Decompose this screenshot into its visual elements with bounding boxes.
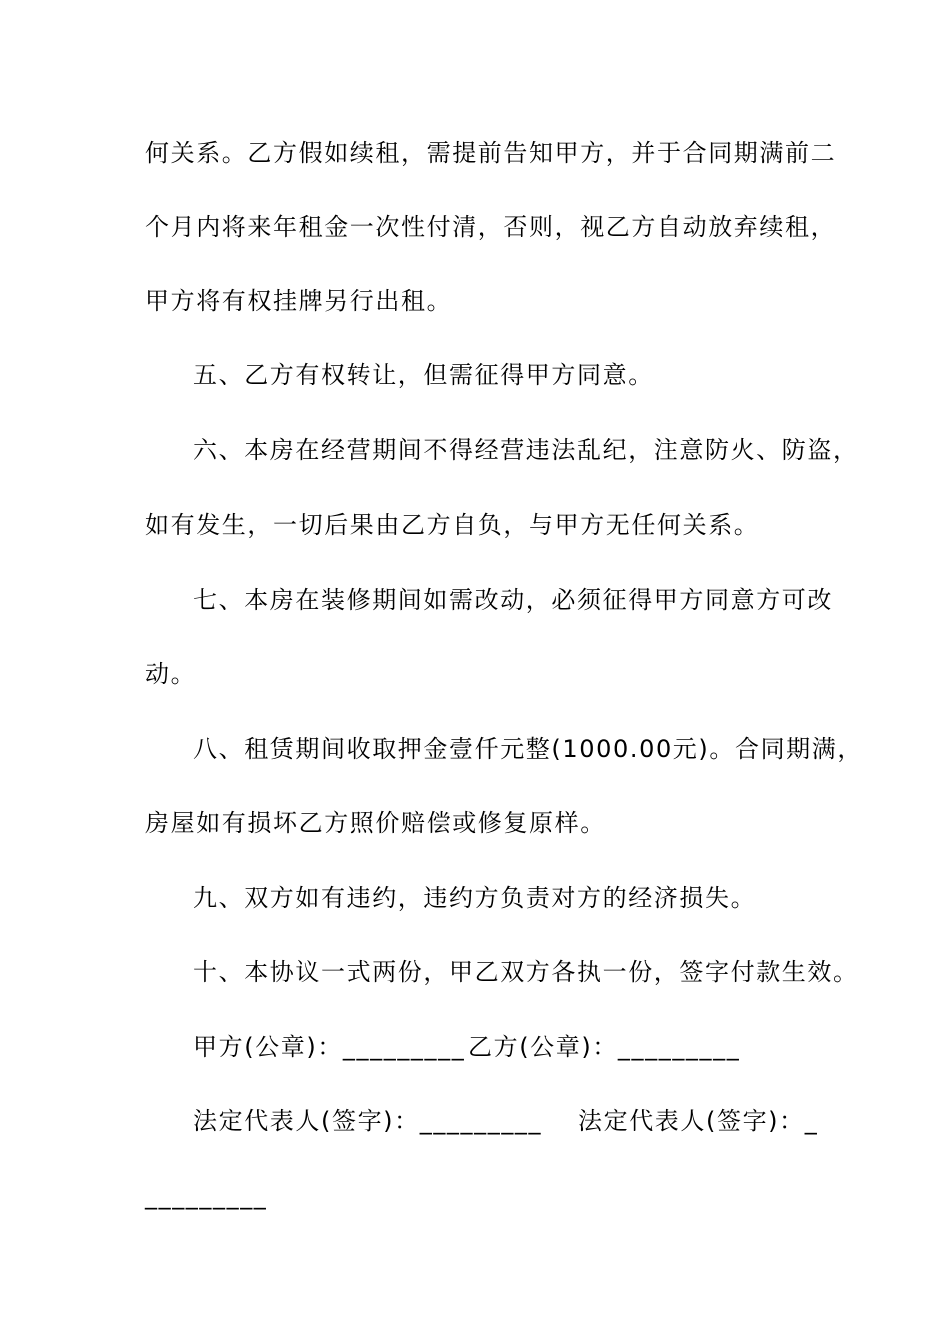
clause-6-line-2: 如有发生，一切后果由乙方自负，与甲方无任何关系。 [145, 511, 760, 539]
clause-9: 九、双方如有违约，违约方负责对方的经济损失。 [193, 884, 757, 912]
paragraph-4-line-2: 何关系。乙方假如续租，需提前告知甲方，并于合同期满前二 [145, 139, 837, 167]
signature-line-continuation: _________ [145, 1182, 268, 1210]
clause-5: 五、乙方有权转让，但需征得甲方同意。 [193, 361, 654, 389]
clause-7-line-1: 七、本房在装修期间如需改动，必须征得甲方同意方可改 [193, 586, 833, 614]
party-b-representative-field: 法定代表人(签字)：_ [578, 1107, 819, 1135]
clause-7-line-2: 动。 [145, 660, 197, 688]
party-b-seal-field: 乙方(公章)：_________ [468, 1033, 741, 1061]
clause-8-line-2: 房屋如有损坏乙方照价赔偿或修复原样。 [145, 809, 606, 837]
paragraph-4-line-4: 甲方将有权挂牌另行出租。 [145, 287, 453, 315]
paragraph-4-line-3: 个月内将来年租金一次性付清，否则，视乙方自动放弃续租， [145, 213, 837, 241]
clause-6-line-1: 六、本房在经营期间不得经营违法乱纪，注意防火、防盗， [193, 436, 859, 464]
party-a-seal-field: 甲方(公章)：_________ [193, 1033, 466, 1061]
clause-8-line-1: 八、租赁期间收取押金壹仟元整(1000.00元)。合同期满， [193, 735, 863, 763]
party-a-representative-field: 法定代表人(签字)：_________ [193, 1107, 543, 1135]
clause-10: 十、本协议一式两份，甲乙双方各执一份，签字付款生效。 [193, 958, 859, 986]
